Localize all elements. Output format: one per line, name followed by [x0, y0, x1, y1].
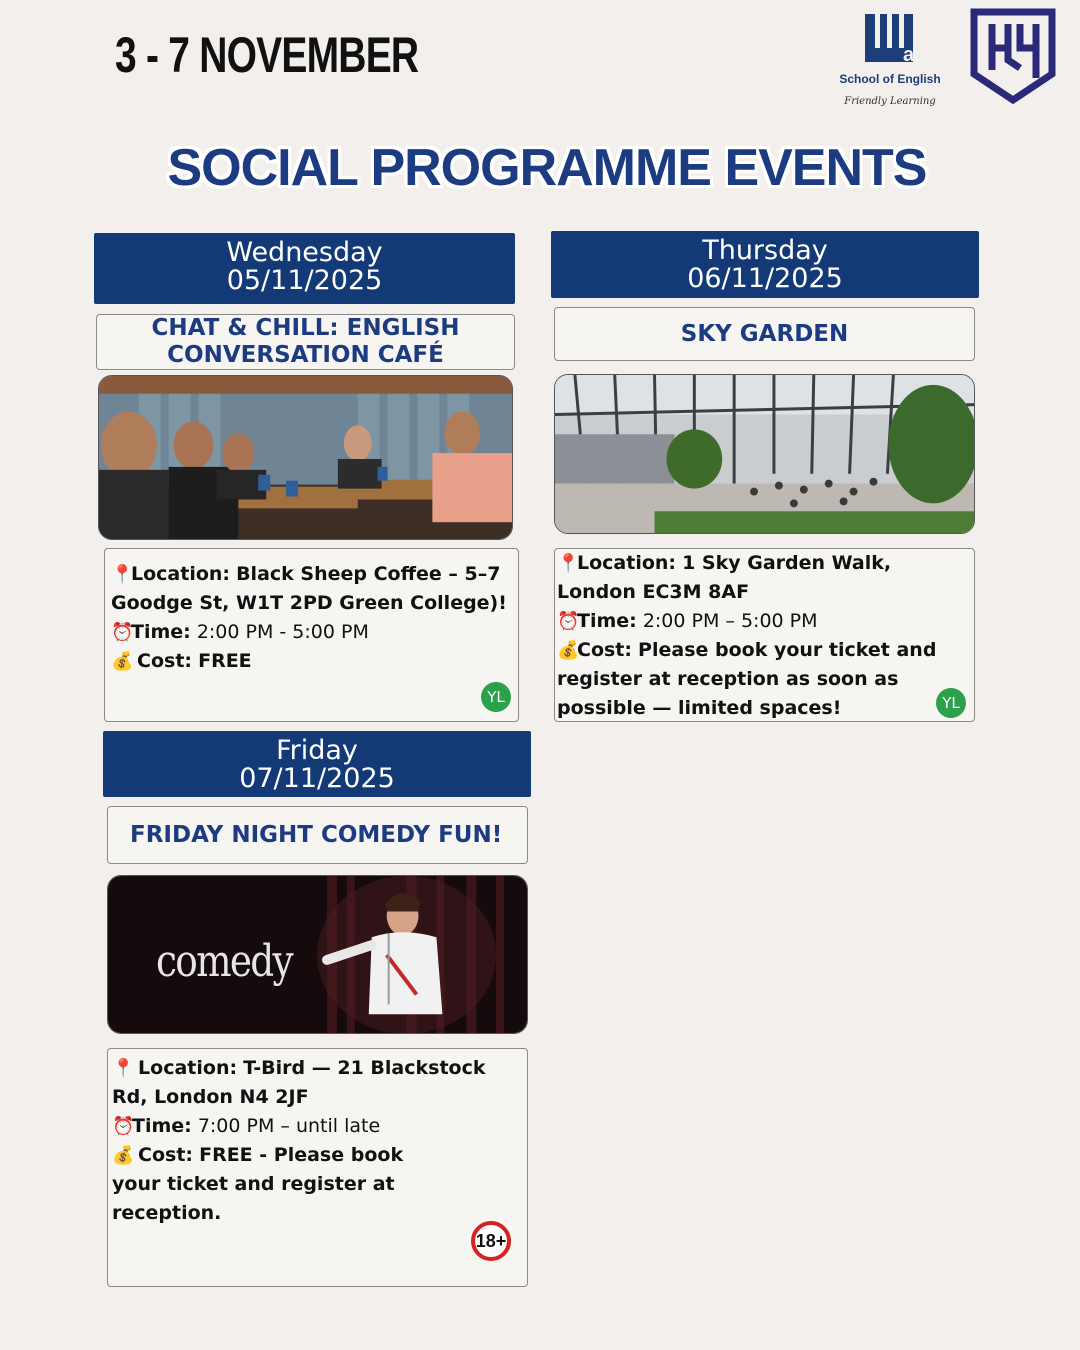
shield-logo-icon: [970, 8, 1056, 104]
location-value: T-Bird — 21 Blackstock Rd, London N4 2JF: [112, 1057, 486, 1108]
yl-badge: YL: [481, 682, 511, 712]
cost-value: Please book your ticket and register at reception as soon as possible — limited spaces!: [557, 639, 937, 719]
date-range: 3 - 7 NOVEMBER: [115, 27, 419, 83]
event-info-thursday: [554, 548, 975, 722]
day-header-wednesday: [94, 233, 515, 304]
page-title: SOCIAL PROGRAMME EVENTS: [167, 139, 927, 197]
time-line: ⏰Time: 2:00 PM – 5:00 PM: [557, 607, 968, 636]
location-pin-icon: 📍: [557, 553, 580, 574]
money-bag-icon: 💰: [111, 651, 134, 672]
event-title-wednesday: CHAT & CHILL: ENGLISH CONVERSATION CAFÉ: [96, 314, 515, 370]
event-title-friday: FRIDAY NIGHT COMEDY FUN!: [107, 806, 528, 864]
day-name: Thursday: [702, 235, 828, 266]
location-line: 📍Location: Black Sheep Coffee – 5–7 Goodge St, W1T 2PD Green College)!: [111, 560, 512, 618]
event-info-wednesday: [104, 548, 519, 722]
day-date: 07/11/2025: [239, 763, 395, 794]
abc-logo-letters: abc: [903, 44, 935, 66]
alarm-clock-icon: ⏰: [112, 1116, 135, 1137]
yl-badge: YL: [936, 688, 966, 718]
abc-school-logo: [830, 10, 950, 115]
sky-garden-photo: [554, 374, 975, 534]
day-header-thursday: [551, 231, 979, 298]
time-value: 7:00 PM – until late: [197, 1115, 381, 1137]
money-bag-icon: 💰: [112, 1145, 135, 1166]
comedy-image-text: comedy: [156, 936, 292, 987]
day-date: 06/11/2025: [687, 263, 843, 294]
alarm-clock-icon: ⏰: [557, 611, 580, 632]
abc-logo-mark: [865, 14, 935, 66]
abc-logo-tagline: Friendly Learning: [844, 96, 936, 107]
location-value: 1 Sky Garden Walk, London EC3M 8AF: [557, 552, 892, 603]
time-value: 2:00 PM - 5:00 PM: [196, 621, 369, 643]
location-line: 📍Location: 1 Sky Garden Walk, London EC3M 8AF: [557, 549, 968, 607]
time-line: ⏰Time: 7:00 PM – until late: [112, 1112, 521, 1141]
location-line: 📍 Location: T-Bird — 21 Blackstock Rd, London N4 2JF: [112, 1054, 521, 1112]
location-value: Black Sheep Coffee – 5–7 Goodge St, W1T 2PD Green College)!: [111, 563, 507, 614]
money-bag-icon: 💰: [557, 640, 580, 661]
cost-line: 💰 Cost: FREE: [111, 647, 512, 676]
event-title-thursday: SKY GARDEN: [554, 307, 975, 361]
day-name: Friday: [276, 735, 358, 766]
event-info-friday: [107, 1048, 528, 1287]
cafe-group-photo: [98, 375, 513, 540]
cost-line: 💰Cost: Please book your ticket and register at reception as soon as possible — limited spaces!: [557, 636, 968, 723]
cost-value: FREE - Please book your ticket and register at reception.: [112, 1144, 404, 1224]
abc-logo-school-name: School of English: [839, 72, 941, 86]
location-pin-icon: 📍: [111, 564, 134, 585]
day-header-friday: [103, 731, 531, 797]
alarm-clock-icon: ⏰: [111, 622, 134, 643]
day-date: 05/11/2025: [226, 265, 383, 296]
cost-line: 💰 Cost: FREE - Please book your ticket and register at reception.: [112, 1141, 521, 1228]
time-value: 2:00 PM – 5:00 PM: [642, 610, 818, 632]
cost-value: FREE: [198, 650, 252, 672]
time-line: ⏰Time: 2:00 PM - 5:00 PM: [111, 618, 512, 647]
age-18-plus-badge: 18+: [471, 1221, 511, 1261]
comedy-stage-photo: [107, 875, 528, 1034]
location-pin-icon: 📍: [112, 1058, 135, 1079]
day-name: Wednesday: [226, 237, 383, 268]
